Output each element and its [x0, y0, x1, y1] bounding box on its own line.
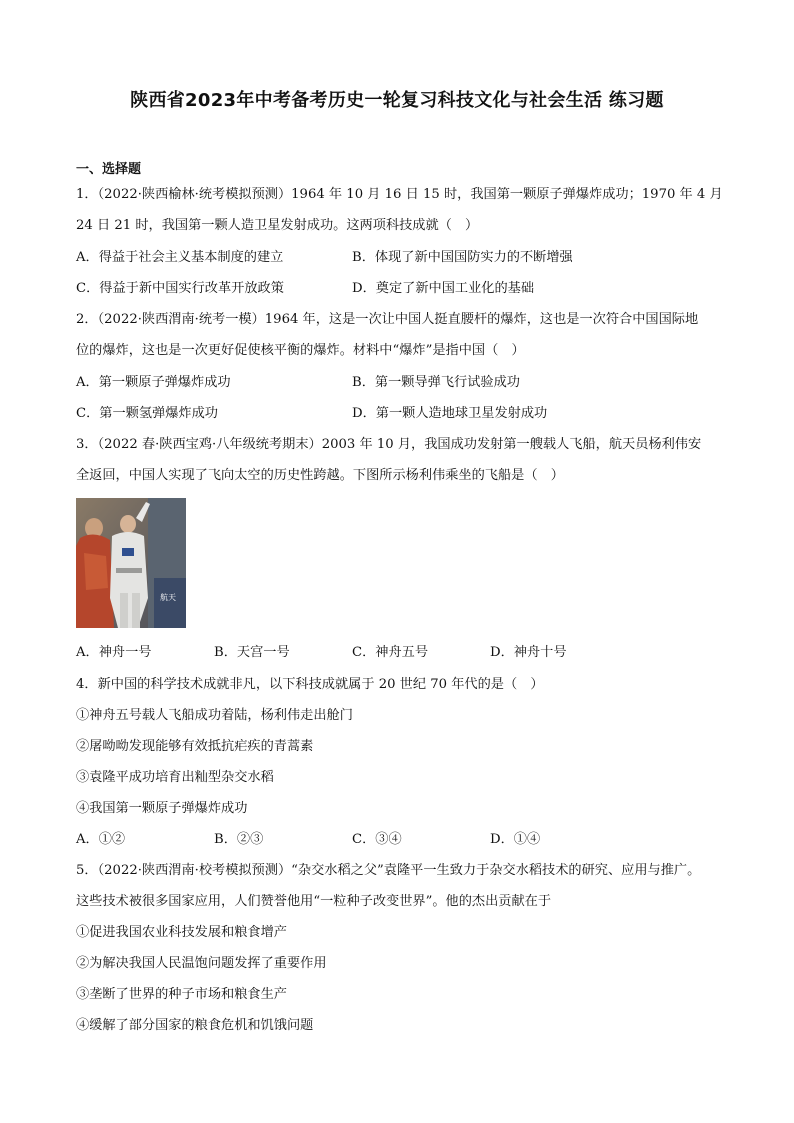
- question-5-item-4: ④缓解了部分国家的粮食危机和饥饿问题: [76, 1018, 314, 1033]
- question-4-line-1: 4．新中国的科学技术成就非凡，以下科技成就属于 20 世纪 70 年代的是（ ）: [76, 677, 544, 692]
- question-3-option-b: B．天宫一号: [214, 645, 290, 660]
- question-2-option-b: B．第一颗导弹飞行试验成功: [352, 375, 520, 390]
- question-1-line-1: 1．（2022·陕西榆林·统考模拟预测）1964 年 10 月 16 日 15 时，我国第一颗原子弹爆炸成功；1970 年 4 月: [76, 187, 723, 202]
- section-heading: 一、选择题: [76, 162, 142, 177]
- question-1-option-c: C．得益于新中国实行改革开放政策: [76, 281, 284, 296]
- question-1-option-d: D．奠定了新中国工业化的基础: [352, 281, 535, 296]
- question-2-line-2: 位的爆炸，这也是一次更好促使核平衡的爆炸。材料中“爆炸”是指中国（ ）: [76, 343, 525, 358]
- question-3-option-c: C．神舟五号: [352, 645, 429, 660]
- question-4-item-1: ①神舟五号载人飞船成功着陆，杨利伟走出舱门: [76, 708, 353, 723]
- question-4-option-c: C．③④: [352, 832, 402, 847]
- question-5-item-1: ①促进我国农业科技发展和粮食增产: [76, 925, 287, 940]
- question-4-option-d: D．①④: [490, 832, 541, 847]
- question-2-line-1: 2．（2022·陕西渭南·统考一模）1964 年，这是一次让中国人挺直腰杆的爆炸，这也是一次符合中国国际地: [76, 312, 699, 327]
- question-2-option-a: A．第一颗原子弹爆炸成功: [76, 375, 231, 390]
- astronaut-photo: [76, 498, 186, 628]
- question-5-line-1: 5．（2022·陕西渭南·校考模拟预测）“杂交水稻之父”袁隆平一生致力于杂交水稻技术的研究、应用与推广。: [76, 863, 701, 878]
- question-3-line-1: 3．（2022 春·陕西宝鸡·八年级统考期末）2003 年 10 月，我国成功发射第一艘载人飞船，航天员杨利伟安: [76, 437, 702, 452]
- document-title: 陕西省2023年中考备考历史一轮复习科技文化与社会生活 练习题: [130, 90, 664, 111]
- question-4-option-b: B．②③: [214, 832, 264, 847]
- astronaut-photo-illustration: [76, 498, 186, 628]
- question-5-line-2: 这些技术被很多国家应用，人们赞誉他用“一粒种子改变世界”。他的杰出贡献在于: [76, 894, 552, 909]
- question-4-item-4: ④我国第一颗原子弹爆炸成功: [76, 801, 248, 816]
- photo-sign-text: 航天: [160, 593, 176, 602]
- question-1-option-b: B．体现了新中国国防实力的不断增强: [352, 250, 573, 265]
- question-3-option-d: D．神舟十号: [490, 645, 567, 660]
- question-3-line-2: 全返回，中国人实现了飞向太空的历史性跨越。下图所示杨利伟乘坐的飞船是（ ）: [76, 468, 564, 483]
- question-4-item-2: ②屠呦呦发现能够有效抵抗疟疾的青蒿素: [76, 739, 314, 754]
- question-1-line-2: 24 日 21 时，我国第一颗人造卫星发射成功。这两项科技成就（ ）: [76, 218, 479, 233]
- question-4-option-a: A．①②: [76, 832, 126, 847]
- question-2-option-c: C．第一颗氢弹爆炸成功: [76, 406, 218, 421]
- question-5-item-3: ③垄断了世界的种子市场和粮食生产: [76, 987, 287, 1002]
- question-2-option-d: D．第一颗人造地球卫星发射成功: [352, 406, 548, 421]
- question-1-option-a: A．得益于社会主义基本制度的建立: [76, 250, 284, 265]
- question-4-item-3: ③袁隆平成功培育出籼型杂交水稻: [76, 770, 274, 785]
- question-3-option-a: A．神舟一号: [76, 645, 152, 660]
- question-5-item-2: ②为解决我国人民温饱问题发挥了重要作用: [76, 956, 327, 971]
